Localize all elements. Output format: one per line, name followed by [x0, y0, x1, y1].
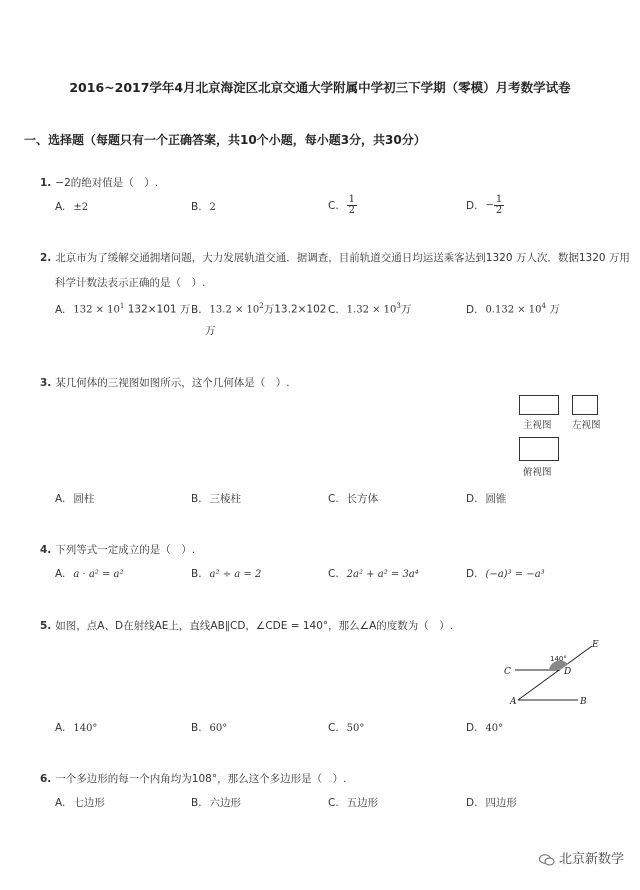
option-text: 60°	[209, 723, 228, 734]
option-letter: D.	[466, 303, 478, 316]
question-text: 某几何体的三视图如图所示，这个几何体是（ ）.	[55, 377, 290, 389]
option-text: ±2	[73, 202, 89, 213]
q6-option-a	[55, 796, 105, 810]
fraction-numerator: 1	[495, 194, 503, 205]
option-letter: C.	[328, 303, 339, 316]
option-letter: B.	[191, 201, 202, 213]
question-text: 如图，点A、D在射线AE上，直线AB∥CD，∠CDE = 140°，那么∠A的度数为（ ）.	[55, 620, 454, 632]
fraction-denominator: 2	[495, 205, 503, 216]
q3-option-b	[191, 492, 241, 506]
option-tail: 132×101 万	[127, 303, 191, 316]
question-2-line2: 科学计数法表示正确的是（ ）.	[55, 277, 206, 289]
question-number: 4.	[40, 544, 52, 556]
q3-option-d	[466, 492, 506, 506]
fraction-denominator: 2	[348, 205, 356, 216]
point-b-label: B	[580, 697, 587, 707]
section-heading: 一、选择题（每题只有一个正确答案，共10个小题，每小题3分，共30分）	[24, 133, 426, 147]
option-letter: C.	[328, 797, 339, 809]
option-text: 五边形	[346, 797, 379, 809]
option-letter: C.	[328, 493, 339, 505]
option-tail: 万	[400, 303, 412, 316]
option-text: 140°	[73, 723, 98, 734]
option-text: 圆锥	[485, 493, 507, 505]
angle-label: 140°	[550, 655, 567, 663]
question-number: 6.	[40, 773, 52, 785]
question-4	[40, 543, 195, 557]
option-exponent: 2	[259, 302, 264, 310]
option-letter: C.	[328, 722, 339, 734]
fraction-numerator: 1	[348, 194, 356, 205]
q6-option-b	[191, 796, 241, 810]
option-exponent: 1	[119, 302, 125, 310]
option-letter: B.	[191, 722, 202, 734]
fraction	[494, 195, 504, 216]
q6-option-d	[466, 796, 517, 810]
q2-option-b	[191, 299, 326, 318]
option-letter: B.	[191, 493, 202, 505]
question-text: 下列等式一定成立的是（ ）.	[55, 544, 196, 556]
option-letter: C.	[328, 568, 339, 580]
q1-option-d	[466, 195, 504, 216]
option-letter: D.	[466, 199, 478, 212]
question-6	[40, 772, 346, 786]
parallel-lines-figure	[498, 636, 606, 708]
wechat-icon	[539, 854, 555, 866]
point-a-label: A	[510, 697, 517, 707]
option-text: 六边形	[209, 797, 242, 809]
question-3	[40, 376, 290, 390]
q5-option-c	[328, 721, 364, 736]
option-tail: 万13.2×102	[263, 303, 327, 316]
option-text: 2	[209, 202, 216, 213]
question-number: 3.	[40, 377, 52, 389]
question-5	[40, 619, 453, 633]
front-view-rect	[519, 395, 559, 415]
option-text: 长方体	[346, 493, 379, 505]
option-letter: A.	[55, 722, 66, 734]
q2-option-b-wrap: 万	[205, 325, 216, 337]
q2-option-c	[328, 299, 411, 318]
option-letter: A.	[55, 797, 66, 809]
question-number: 1.	[40, 177, 52, 189]
option-letter: A.	[55, 493, 66, 505]
exam-title: 2016~2017学年4月北京海淀区北京交通大学附属中学初三下学期（零模）月考数学试卷	[69, 80, 571, 95]
option-base: 1.32 × 10	[346, 304, 397, 316]
option-letter: D.	[466, 568, 478, 580]
q5-option-d	[466, 721, 503, 736]
option-letter: D.	[466, 797, 478, 809]
q5-option-a	[55, 721, 97, 736]
option-exponent: 3	[396, 302, 401, 310]
q2-option-d	[466, 299, 560, 318]
q1-option-c	[328, 195, 357, 216]
q2-option-a	[55, 299, 190, 318]
q1-option-a	[55, 200, 88, 215]
minus-sign: −	[485, 199, 494, 211]
option-letter: B.	[191, 303, 202, 316]
q4-option-d	[466, 567, 545, 582]
q3-option-c	[328, 492, 378, 506]
point-e-label: E	[592, 640, 599, 650]
option-base: 132 × 10	[73, 304, 120, 316]
option-text: 七边形	[73, 797, 105, 809]
option-letter: B.	[191, 797, 202, 809]
option-base: 0.132 × 10	[485, 304, 542, 316]
question-text: −2的绝对值是（ ）.	[55, 177, 159, 189]
question-text: 北京市为了缓解交通拥堵问题，大力发展轨道交通．据调查，目前轨道交通日均运送乘客达到1320 万人次．数据1320 万用	[55, 252, 630, 264]
q6-option-c	[328, 796, 378, 810]
q4-option-a	[55, 567, 124, 582]
question-number: 5.	[40, 620, 52, 632]
option-text: 2a² + a² = 3a⁴	[346, 569, 419, 580]
option-text: 四边形	[485, 797, 517, 809]
option-text: 50°	[346, 723, 365, 734]
q1-option-b	[191, 200, 216, 215]
option-letter: A.	[55, 201, 66, 213]
option-letter: B.	[191, 568, 202, 580]
top-view-rect	[519, 437, 559, 461]
left-view-label: 左视图	[572, 420, 601, 431]
option-exponent: 4	[541, 302, 546, 310]
top-view-label: 俯视图	[523, 467, 552, 478]
option-text: 圆柱	[73, 493, 95, 505]
option-letter: A.	[55, 303, 66, 316]
option-text: 40°	[485, 723, 504, 734]
question-1	[40, 176, 158, 190]
option-letter: D.	[466, 722, 478, 734]
option-text: a · a² = a²	[73, 569, 124, 580]
q5-option-b	[191, 721, 227, 736]
front-view-label: 主视图	[523, 420, 552, 431]
option-text: a² ÷ a = 2	[209, 569, 262, 580]
question-text: 一个多边形的每一个内角均为108°，那么这个多边形是（ ）.	[55, 773, 347, 785]
point-d-label: D	[564, 667, 572, 677]
option-base: 13.2 × 10	[209, 304, 260, 316]
option-letter: A.	[55, 568, 66, 580]
q4-option-c	[328, 567, 419, 582]
point-c-label: C	[504, 667, 511, 677]
q4-option-b	[191, 567, 261, 582]
option-letter: D.	[466, 493, 478, 505]
q3-option-a	[55, 492, 94, 506]
option-text: (−a)³ = −a³	[485, 569, 545, 580]
left-view-rect	[572, 395, 598, 415]
option-tail: 万	[549, 303, 560, 316]
question-2	[40, 251, 630, 265]
option-text: 三棱柱	[209, 493, 242, 505]
option-letter: C.	[328, 199, 339, 212]
fraction	[347, 195, 357, 216]
watermark	[539, 848, 624, 867]
question-number: 2.	[40, 252, 52, 264]
watermark-text: 北京新数学	[558, 852, 624, 867]
